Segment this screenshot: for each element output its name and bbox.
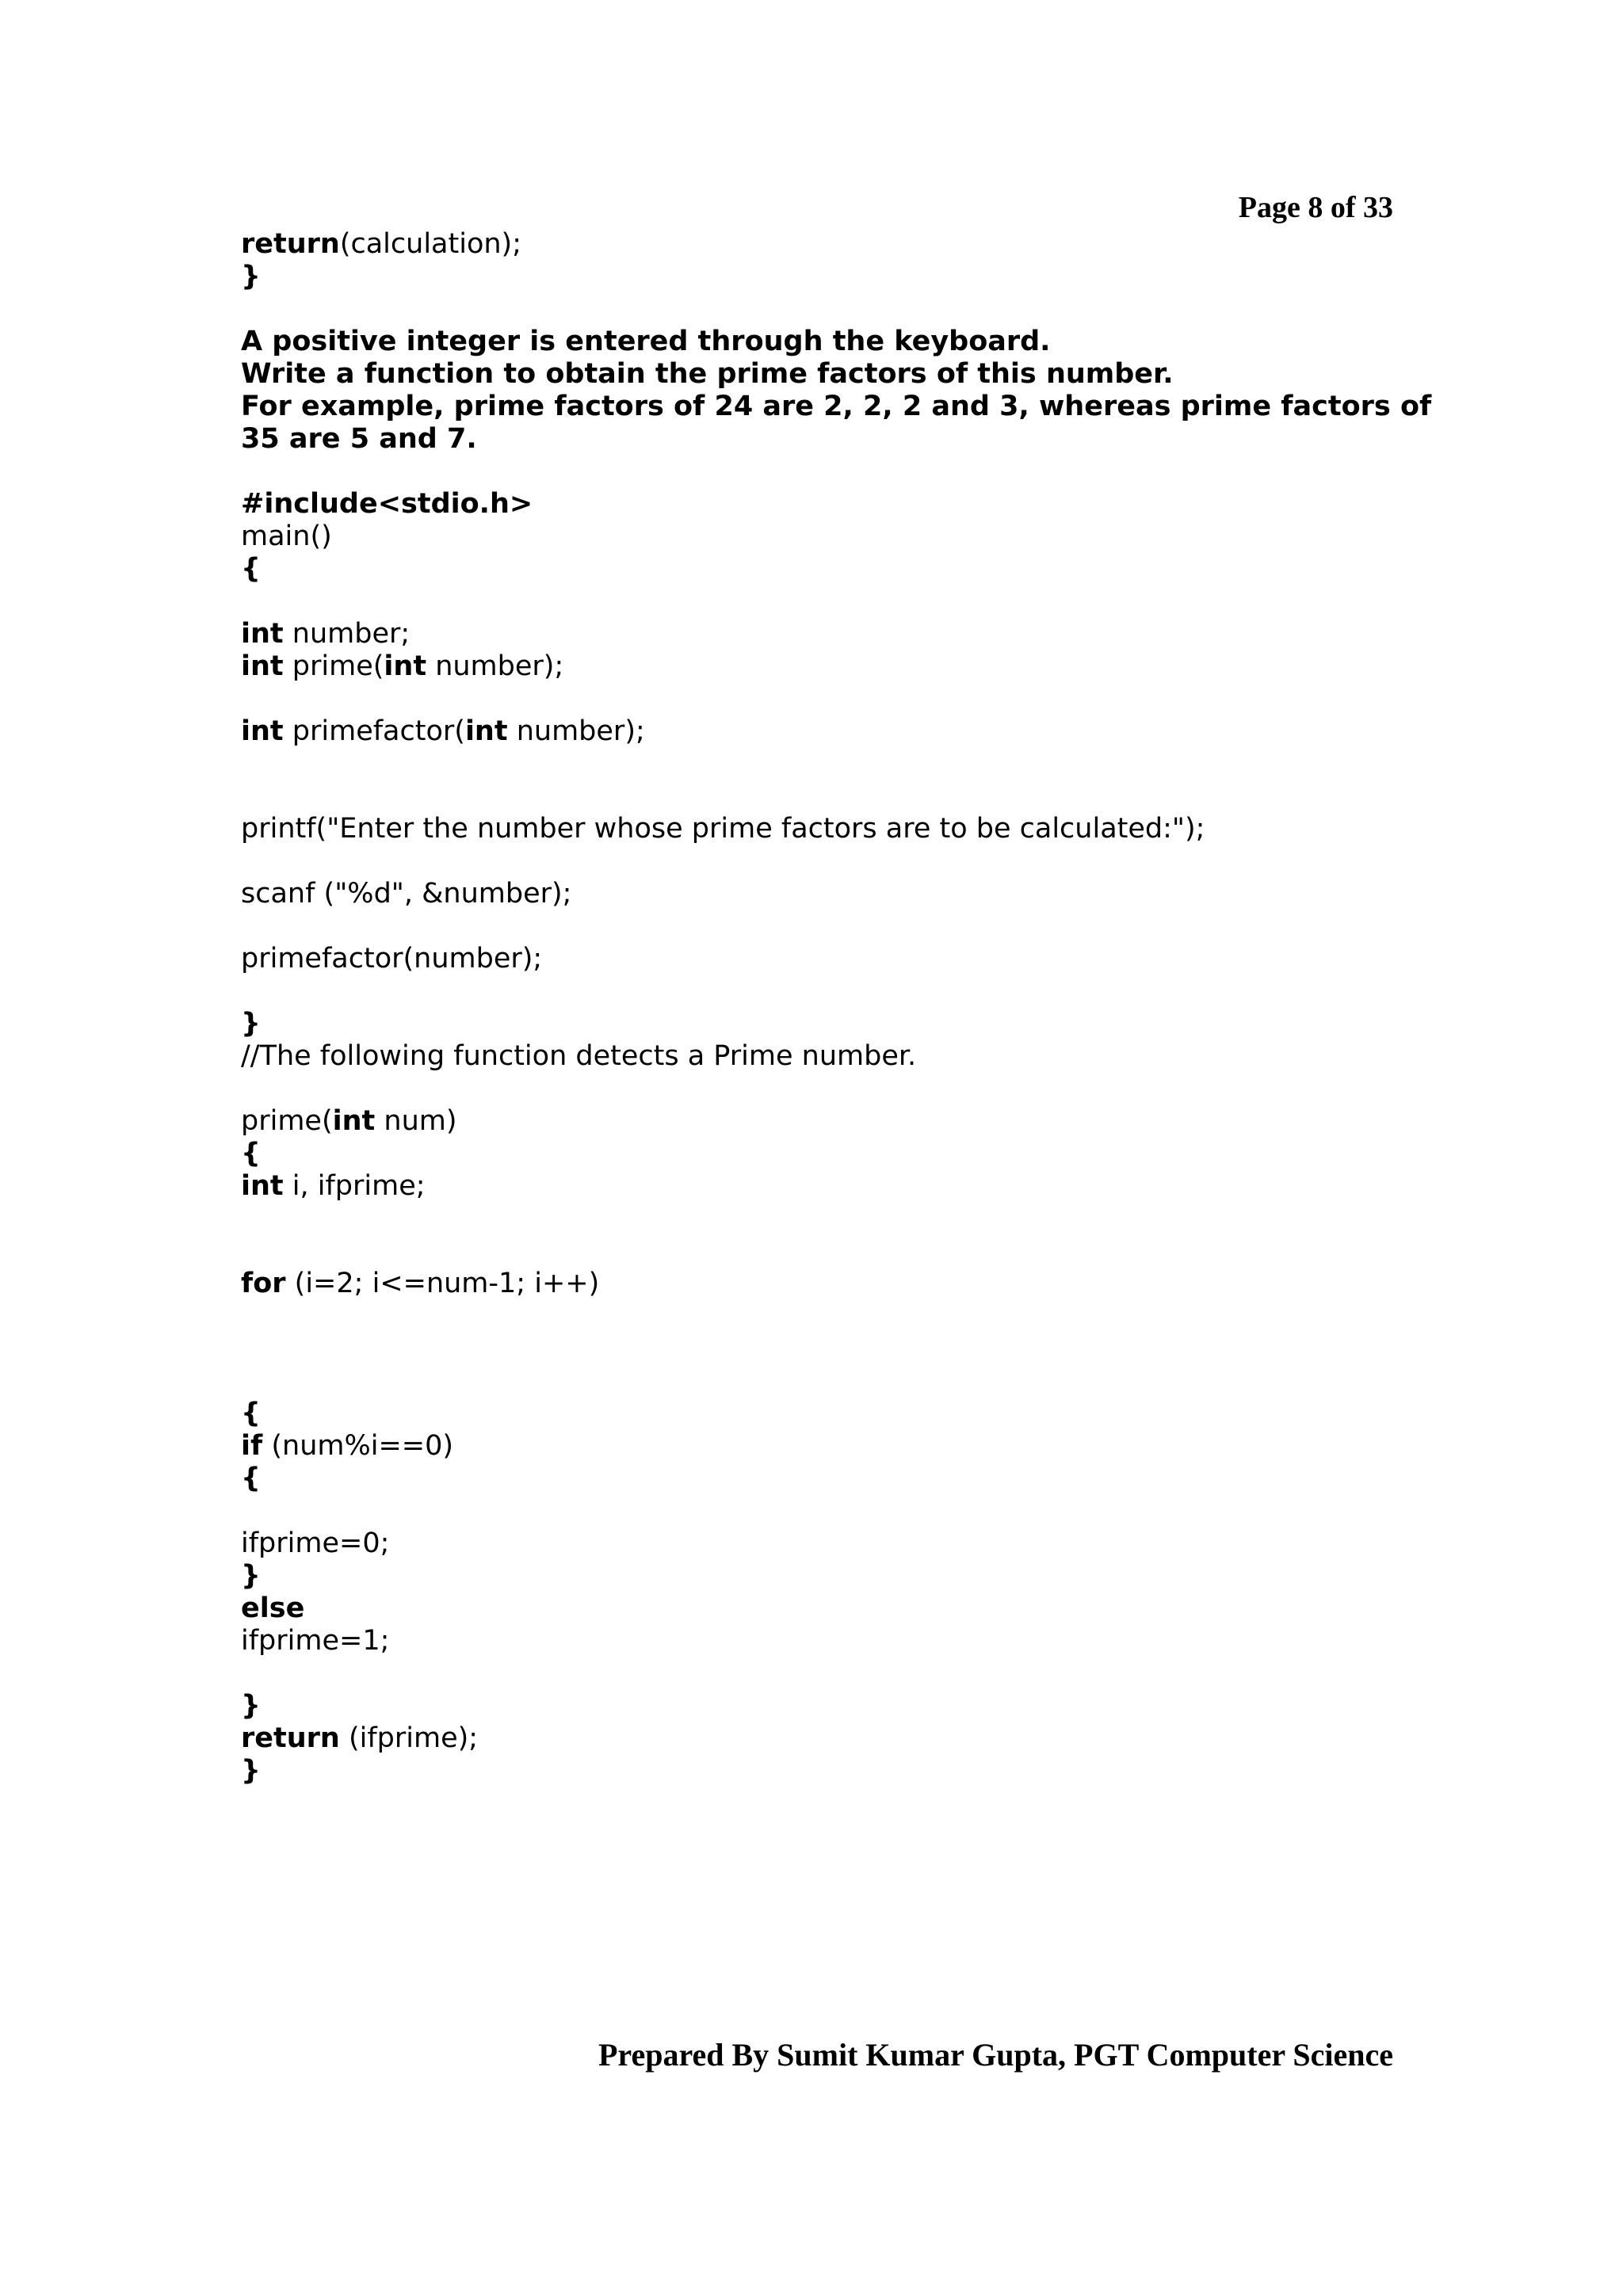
code-line: primefactor(number);	[241, 943, 543, 974]
code-line: }	[241, 1690, 261, 1722]
code-text: number);	[507, 715, 645, 747]
code-text: number);	[426, 650, 564, 682]
code-text: prime(	[283, 650, 384, 682]
code-line	[241, 1268, 1398, 1300]
footer-credit: Prepared By Sumit Kumar Gupta, PGT Computer Science	[598, 2037, 1393, 2073]
code-text: (i=2; i<=num-1; i++)	[285, 1268, 600, 1299]
keyword: if	[241, 1430, 263, 1462]
code-line: main()	[241, 521, 332, 552]
code-line: }	[241, 1755, 261, 1787]
code-text: primefactor(	[283, 715, 465, 747]
code-text: (calculation);	[339, 228, 521, 260]
code-line	[241, 1170, 1398, 1203]
question-line: A positive integer is entered through the keyboard.	[241, 326, 1051, 357]
code-line: scanf ("%d", &number);	[241, 878, 572, 910]
page-number: Page 8 of 33	[1238, 191, 1393, 224]
code-line: {	[241, 1138, 261, 1169]
code-line	[241, 650, 1398, 683]
keyword: int	[241, 650, 284, 682]
code-text: prime(	[241, 1105, 333, 1137]
code-line	[241, 228, 1398, 261]
code-line: ifprime=0;	[241, 1527, 390, 1559]
code-line: {	[241, 1463, 261, 1494]
keyword: int	[241, 1170, 284, 1202]
keyword: return	[241, 1722, 340, 1754]
question-line: 35 are 5 and 7.	[241, 423, 477, 455]
code-line: printf("Enter the number whose prime factors are to be calculated:");	[241, 813, 1205, 845]
code-text: number;	[283, 618, 411, 650]
keyword: int	[241, 715, 284, 747]
code-line	[241, 1430, 1398, 1463]
question-line: Write a function to obtain the prime factors of this number.	[241, 358, 1174, 390]
code-comment: //The following function detects a Prime number.	[241, 1040, 917, 1072]
keyword: int	[332, 1105, 376, 1137]
code-line: }	[241, 261, 261, 292]
code-line: {	[241, 553, 261, 585]
question-line: For example, prime factors of 24 are 2, 2, 2 and 3, whereas prime factors of	[241, 391, 1432, 422]
code-text: (num%i==0)	[262, 1430, 454, 1462]
code-line: {	[241, 1398, 261, 1429]
keyword: return	[241, 228, 340, 260]
code-line: else	[241, 1592, 305, 1624]
code-line: }	[241, 1560, 261, 1592]
keyword: int	[384, 650, 427, 682]
code-line	[241, 1105, 1398, 1138]
code-text: num)	[375, 1105, 457, 1137]
document-body	[241, 228, 1432, 1787]
code-line: ifprime=1;	[241, 1625, 390, 1657]
keyword: int	[241, 618, 284, 650]
keyword: for	[241, 1268, 286, 1299]
code-line	[241, 715, 1398, 748]
code-text: i, ifprime;	[283, 1170, 426, 1202]
code-line: #include<stdio.h>	[241, 488, 533, 520]
keyword: int	[464, 715, 508, 747]
code-line	[241, 1722, 1398, 1755]
code-text: (ifprime);	[339, 1722, 479, 1754]
question-text	[241, 326, 1432, 456]
code-line: }	[241, 1008, 261, 1039]
code-line	[241, 618, 1398, 650]
